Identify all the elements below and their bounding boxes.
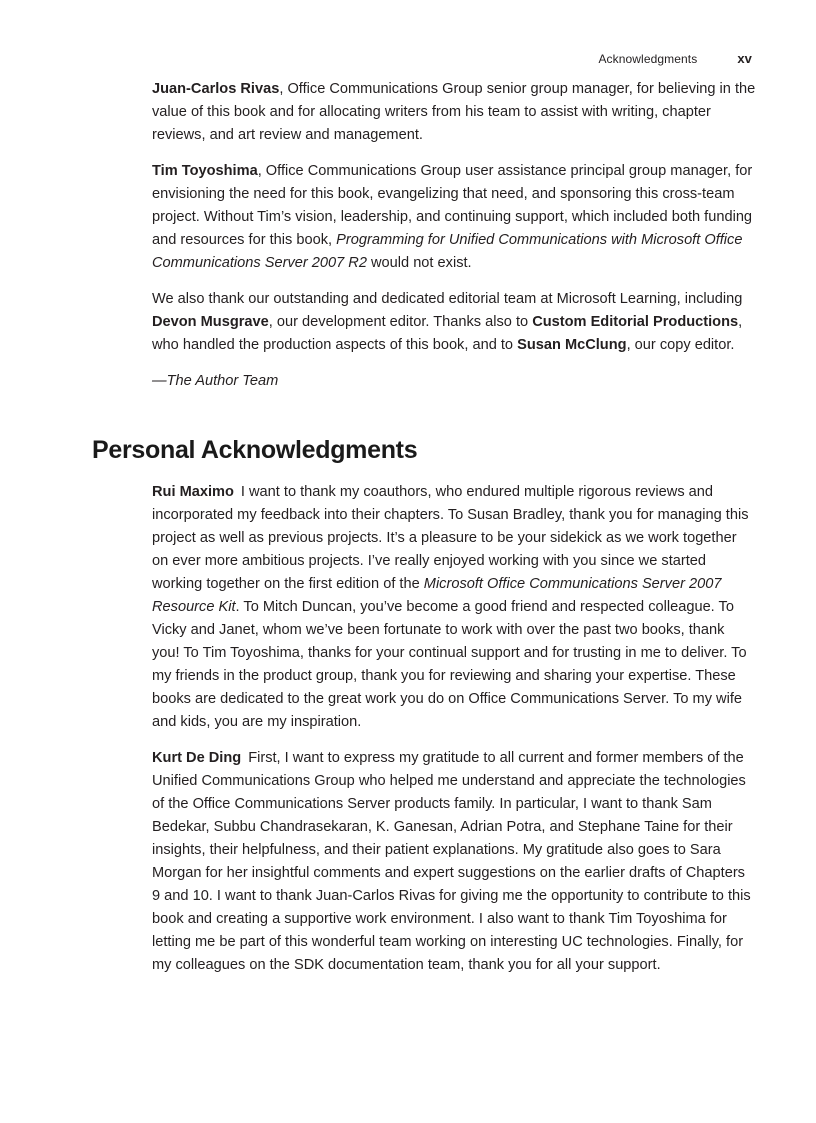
ack-text: We also thank our outstanding and dedicated editorial team at Microsoft Learning, including: [152, 291, 743, 307]
personal-text: First, I want to express my gratitude to all current and former members of the Unified Communications Group who helped me understand and appreciate the technologies of the Office Communications Server products family. In particular, I want to thank Sam Bedekar, Subbu Chandrasekaran, K. Ganesan, Adrian Potra, and Stephane Taine for their insights, their helpfulness, and their patient explanations. My gratitude also goes to Sara Morgan for her insightful comments and expert suggestions on the earlier drafts of Chapters 9 and 10. I want to thank Juan-Carlos Rivas for giving me the opportunity to contribute to this book and creating a supportive work environment. I also want to thank Tim Toyoshima for letting me be part of this wonderful team working on interesting UC technologies. Finally, for my colleagues on the SDK documentation team, thank you for all your support.: [152, 750, 751, 973]
section-heading: Personal Acknowledgments: [92, 436, 418, 464]
ack-name: Tim Toyoshima: [152, 163, 258, 179]
ack-paragraph-editorial-team: [152, 288, 756, 357]
author-name: Rui Maximo: [152, 484, 234, 500]
ack-paragraph-juan-carlos: [152, 78, 756, 147]
author-name: Kurt De Ding: [152, 750, 242, 766]
ack-name: Custom Editorial Productions: [532, 314, 739, 330]
book-title: Programming for Unified Communications with Microsoft Office Communications Server 2007 R2: [152, 232, 743, 271]
ack-text: would not exist.: [366, 255, 472, 271]
book-title: Microsoft Office Communications Server 2007 Resource Kit: [152, 576, 722, 615]
acknowledgments-body: [152, 78, 756, 393]
personal-text: . To Mitch Duncan, you’ve become a good friend and respected colleague. To Vicky and Janet, whom we’ve been fortunate to work with over the past two books, thank you! To Tim Toyoshima, thanks for your continual support and for trusting in me to deliver. To my friends in the product group, thank you for reviewing and sharing your expertise. These books are dedicated to the great work you do on Office Communications Server. To my wife and kids, you are my inspiration.: [152, 599, 747, 730]
ack-paragraph-tim: [152, 160, 756, 275]
ack-text: , Office Communications Group user assistance principal group manager, for envisioning the need for this book, evangelizing that need, and sponsoring this cross-team project. Without Tim’s vision, leadership, and continuing support, which included both funding and resources for this book,: [152, 163, 753, 248]
running-head-section: Acknowledgments: [598, 52, 698, 66]
ack-name: Devon Musgrave: [152, 314, 269, 330]
page-number: xv: [737, 51, 752, 66]
ack-text: , our development editor. Thanks also to: [268, 314, 533, 330]
personal-text: I want to thank my coauthors, who endured multiple rigorous reviews and incorporated my feedback into their chapters. To Susan Bradley, thank you for managing this project as well as previous projects. It’s a pleasure to be your sidekick as we work together on ever more ambitious projects. I’ve really enjoyed working with you since we started working together on the first edition of the: [152, 484, 749, 592]
ack-text: , who handled the production aspects of this book, and to: [152, 314, 743, 353]
ack-text: , our copy editor.: [626, 337, 735, 353]
ack-name: Juan-Carlos Rivas: [152, 81, 280, 97]
running-head: [598, 51, 752, 66]
personal-acknowledgments-body: [152, 481, 756, 990]
ack-text: , Office Communications Group senior group manager, for believing in the value of this book and for allocating writers from his team to assist with writing, chapter reviews, and art review and management.: [152, 81, 756, 143]
personal-paragraph-kurt: [152, 747, 756, 977]
signature: —The Author Team: [152, 373, 279, 389]
personal-paragraph-rui: [152, 481, 756, 734]
ack-name: Susan McClung: [517, 337, 627, 353]
